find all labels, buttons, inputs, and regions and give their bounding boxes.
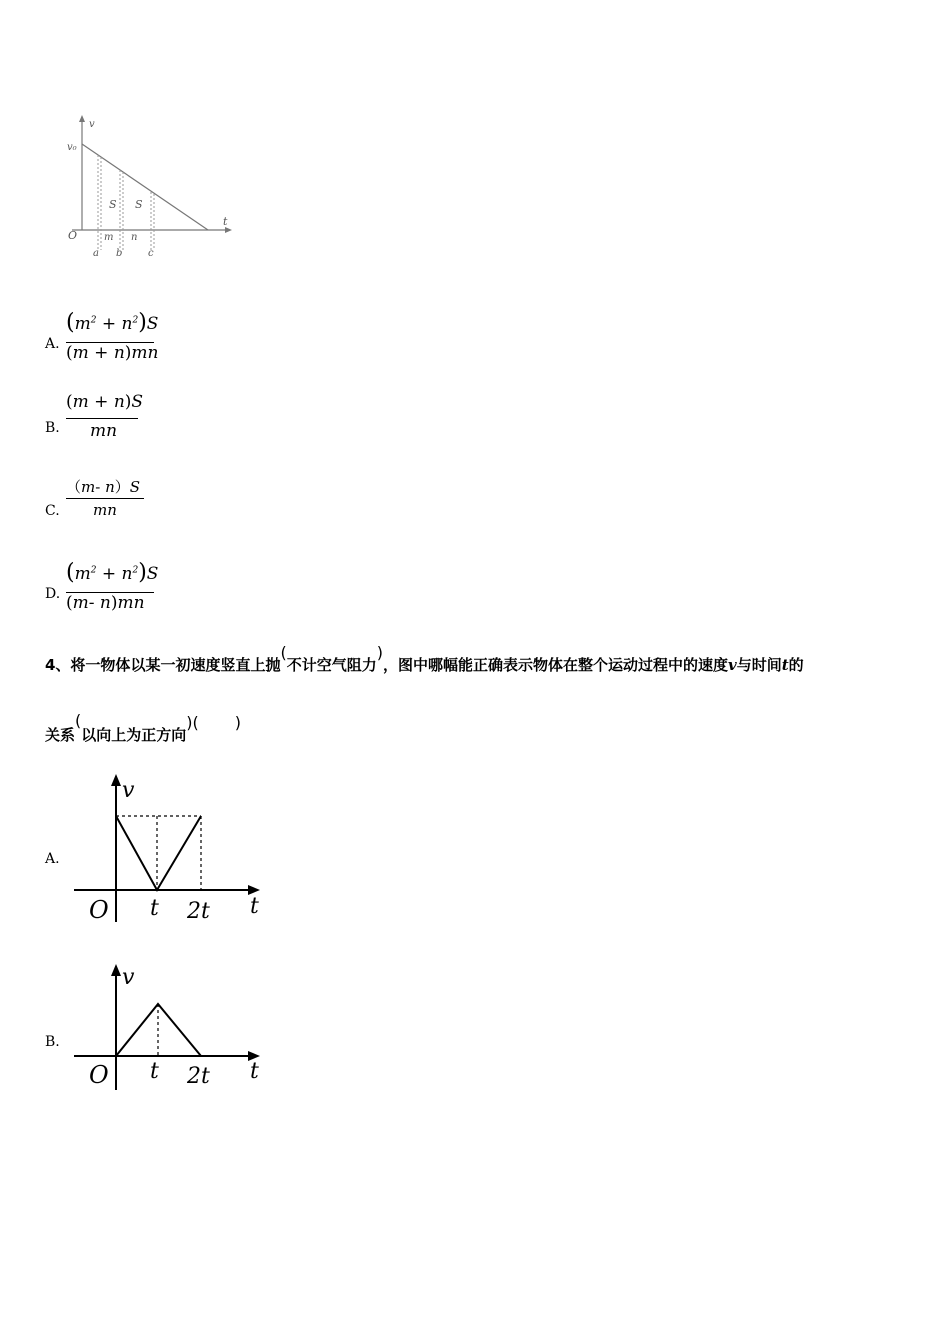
q4-line2-paren-open: (: [75, 711, 82, 730]
q4-line2-close: ): [234, 713, 242, 732]
q4-text-post: ，图中哪幅能正确表示物体在整个运动过程中的速度: [382, 656, 728, 674]
q3-option-d-formula: $(m^2 + n^2)S$ (m- n)mn: [66, 560, 159, 613]
q3-option-c-formula: （m- n）S mn: [66, 476, 146, 524]
q4-var-t: t: [781, 656, 789, 674]
q4-option-a-letter: A.: [45, 851, 60, 867]
q4-text-mid: 与时间: [736, 656, 782, 674]
origin-label: O: [89, 1061, 109, 1089]
area-s1-label: S: [109, 198, 117, 211]
q3-option-a-letter: A.: [45, 336, 60, 352]
q4-line2-tail: )(: [186, 713, 199, 732]
v-axis-label: v: [122, 778, 135, 803]
t-tick-label: t: [150, 1059, 159, 1084]
v-axis-arrow: [111, 774, 121, 786]
q4-text-paren: 不计空气阻力: [286, 656, 377, 674]
v-axis-arrow: [111, 964, 121, 976]
q4-option-b-letter: B.: [45, 1034, 60, 1050]
m-interval-label: m: [104, 232, 114, 243]
v0-label: v₀: [67, 142, 77, 153]
q4-var-v: v: [727, 656, 737, 674]
q3-option-a-formula: $(m^2 + n^2)S$ (m + n)mn: [66, 310, 159, 363]
t-tick-label: t: [150, 896, 159, 921]
origin-label: O: [89, 896, 109, 924]
q3-option-d-letter: D.: [45, 586, 61, 602]
n-interval-label: n: [131, 232, 138, 243]
question-4-line-1: [45, 643, 804, 674]
q4-line2-paren-text: 以向上为正方向: [81, 726, 187, 744]
t-axis-label: t: [223, 215, 228, 228]
velocity-time-figure: [60, 112, 240, 262]
v-axis-arrow: [79, 115, 85, 122]
point-c-label: c: [148, 248, 154, 259]
q4-text-pre: 4、将一物体以某一初速度竖直上抛: [45, 656, 281, 674]
origin-label: O: [68, 229, 78, 242]
q4-line2-pre: 关系: [45, 726, 76, 744]
point-a-label: a: [93, 248, 99, 259]
2t-tick-label: 2t: [187, 899, 210, 924]
point-b-label: b: [116, 248, 123, 259]
t-axis-label: t: [250, 1059, 259, 1084]
q4-paren-close: ): [376, 643, 383, 662]
2t-tick-label: 2t: [187, 1064, 210, 1089]
q3-option-b-formula: (m + n)S mn: [66, 392, 144, 441]
q3-option-b-letter: B.: [45, 420, 60, 436]
q3-option-c-letter: C.: [45, 503, 60, 519]
velocity-line: [116, 816, 201, 890]
t-axis-label: t: [250, 894, 259, 919]
v-axis-label: v: [89, 119, 95, 130]
q4-text-end: 的: [788, 656, 804, 674]
q4-paren-open: (: [280, 643, 287, 662]
v-axis-label: v: [122, 965, 135, 990]
area-s2-label: S: [135, 198, 143, 211]
q4-option-b-graph: [70, 960, 270, 1095]
q4-option-a-graph: [70, 770, 270, 925]
question-4-line-2: [45, 711, 242, 744]
